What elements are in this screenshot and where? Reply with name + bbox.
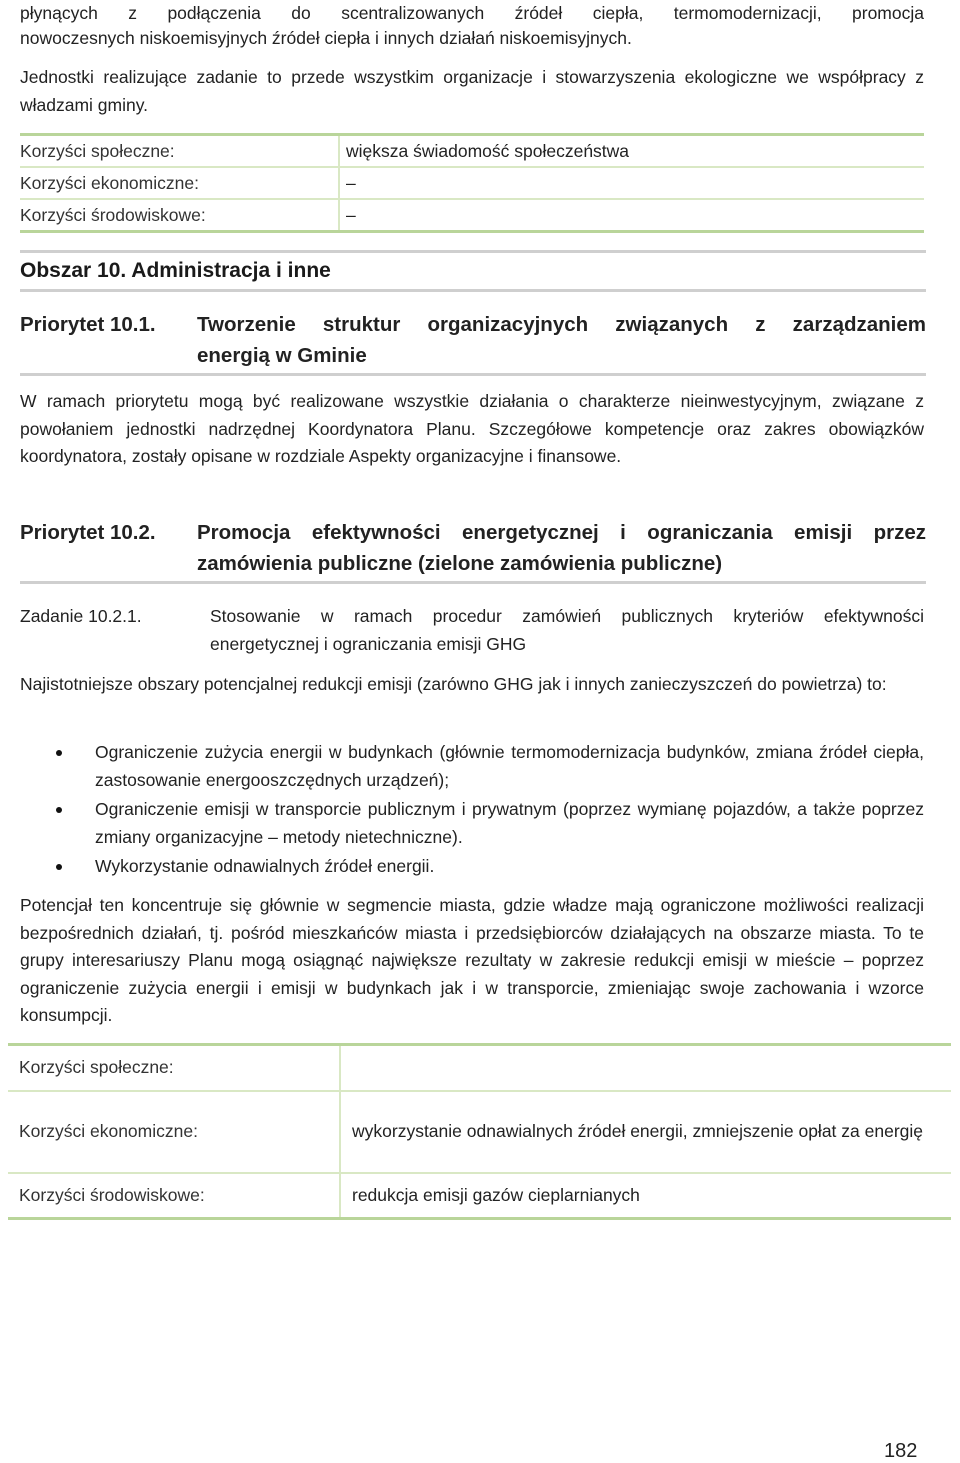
benefit-value-economic: wykorzystanie odnawialnych źródeł energii, zmniejszenie opłat za energię [340,1091,951,1173]
task-10-2-1-title-line-2: energetycznej i ograniczania emisji GHG [210,633,527,654]
benefit-row-economic [20,167,924,199]
benefit-value-environmental: redukcja emisji gazów cieplarnianych [340,1173,951,1219]
priority-10-2-heading [20,517,926,584]
benefit-label-social: Korzyści społeczne: [20,135,339,168]
benefits-table-top [20,133,924,233]
priority-10-2-title-line-2: zamówienia publiczne (zielone zamówienia publiczne) [197,552,723,575]
benefit-label-social: Korzyści społeczne: [8,1045,340,1091]
benefits-table-bottom [8,1043,951,1220]
priority-10-1-title-line-2: energią w Gminie [197,344,367,367]
benefit-value-social: większa świadomość społeczeństwa [339,135,924,168]
page-number: 182 [884,1440,918,1462]
benefit-row-social [8,1045,951,1091]
benefit-row-economic [8,1091,951,1173]
closing-paragraph: Potencjał ten koncentruje się głównie w segmencie miasta, gdzie władze mają ograniczone możliwości realizacji bezpośrednich działań, tj. pośród mieszkańców miasta i przedsiębiorców działających na obszarze miasta. To te grupy interesariuszy Planu mogą osiągnąć największe rezultaty w zakresie redukcji emisji w mieście – poprzez ograniczenie zużycia energii i emisji w budynkach jak i w transporcie, zmieniając swoje zachowania i wzorce konsumpcji. [20,895,924,1025]
task-10-2-1-heading [20,603,924,658]
area-heading: Obszar 10. Administracja i inne [20,250,926,292]
list-item: Wykorzystanie odnawialnych źródeł energii. [20,853,924,881]
bullet-icon [56,750,62,756]
priority-10-2-title-line-1: Promocja efektywności energetycznej i ograniczania emisji przez [197,521,926,544]
benefit-label-economic: Korzyści ekonomiczne: [8,1091,340,1173]
priority-10-1-heading [20,309,926,376]
benefit-value-environmental: – [339,199,924,232]
bullet-icon [56,807,62,813]
benefit-label-environmental: Korzyści środowiskowe: [8,1173,340,1219]
reduction-areas-list [20,739,924,883]
list-item: Ograniczenie zużycia energii w budynkach (głównie termomodernizacja budynków, zmiana źródeł ciepła, zastosowanie energooszczędnych urządzeń); [20,739,924,794]
priority-10-1-label: Priorytet 10.1. [20,313,156,336]
list-item: Ograniczenie emisji w transporcie publicznym i prywatnym (poprzez wymianę pojazdów, a także poprzez zmiany organizacyjne – metody nietechniczne). [20,796,924,851]
task-10-2-1-label: Zadanie 10.2.1. [20,606,142,626]
priority-10-1-title-line-1: Tworzenie struktur organizacyjnych związanych z zarządzaniem [197,313,926,336]
task-10-2-1-title-line-1: Stosowanie w ramach procedur zamówień publicznych kryteriów efektywności [210,606,924,626]
benefit-label-economic: Korzyści ekonomiczne: [20,167,339,199]
benefit-label-environmental: Korzyści środowiskowe: [20,199,339,232]
benefit-value-social [340,1045,951,1091]
benefit-value-economic: – [339,167,924,199]
bullet-icon [56,864,62,870]
priority-10-2-label: Priorytet 10.2. [20,521,156,544]
intro-line-1: płynących z podłączenia do scentralizowanych źródeł ciepła, termomodernizacji, promocja [20,3,924,23]
task-intro: Najistotniejsze obszary potencjalnej redukcji emisji (zarówno GHG jak i innych zanieczyszczeń do powietrza) to: [20,674,887,694]
intro-paragraph-2: Jednostki realizujące zadanie to przede wszystkim organizacje i stowarzyszenia ekologiczne we współpracy z władzami gminy. [20,67,924,115]
intro-line-2: nowoczesnych niskoemisyjnych źródeł ciepła i innych działań niskoemisyjnych. [20,28,632,48]
benefit-row-environmental [8,1173,951,1219]
benefit-row-environmental [20,199,924,232]
priority-10-1-body: W ramach priorytetu mogą być realizowane wszystkie działania o charakterze nieinwestycyjnym, związane z powołaniem jednostki nadrzędnej Koordynatora Planu. Szczegółowe kompetencje oraz zakres obowiązków koordynatora, zostały opisane w rozdziale Aspekty organizacyjne i finansowe. [20,391,924,466]
benefit-row-social [20,135,924,168]
